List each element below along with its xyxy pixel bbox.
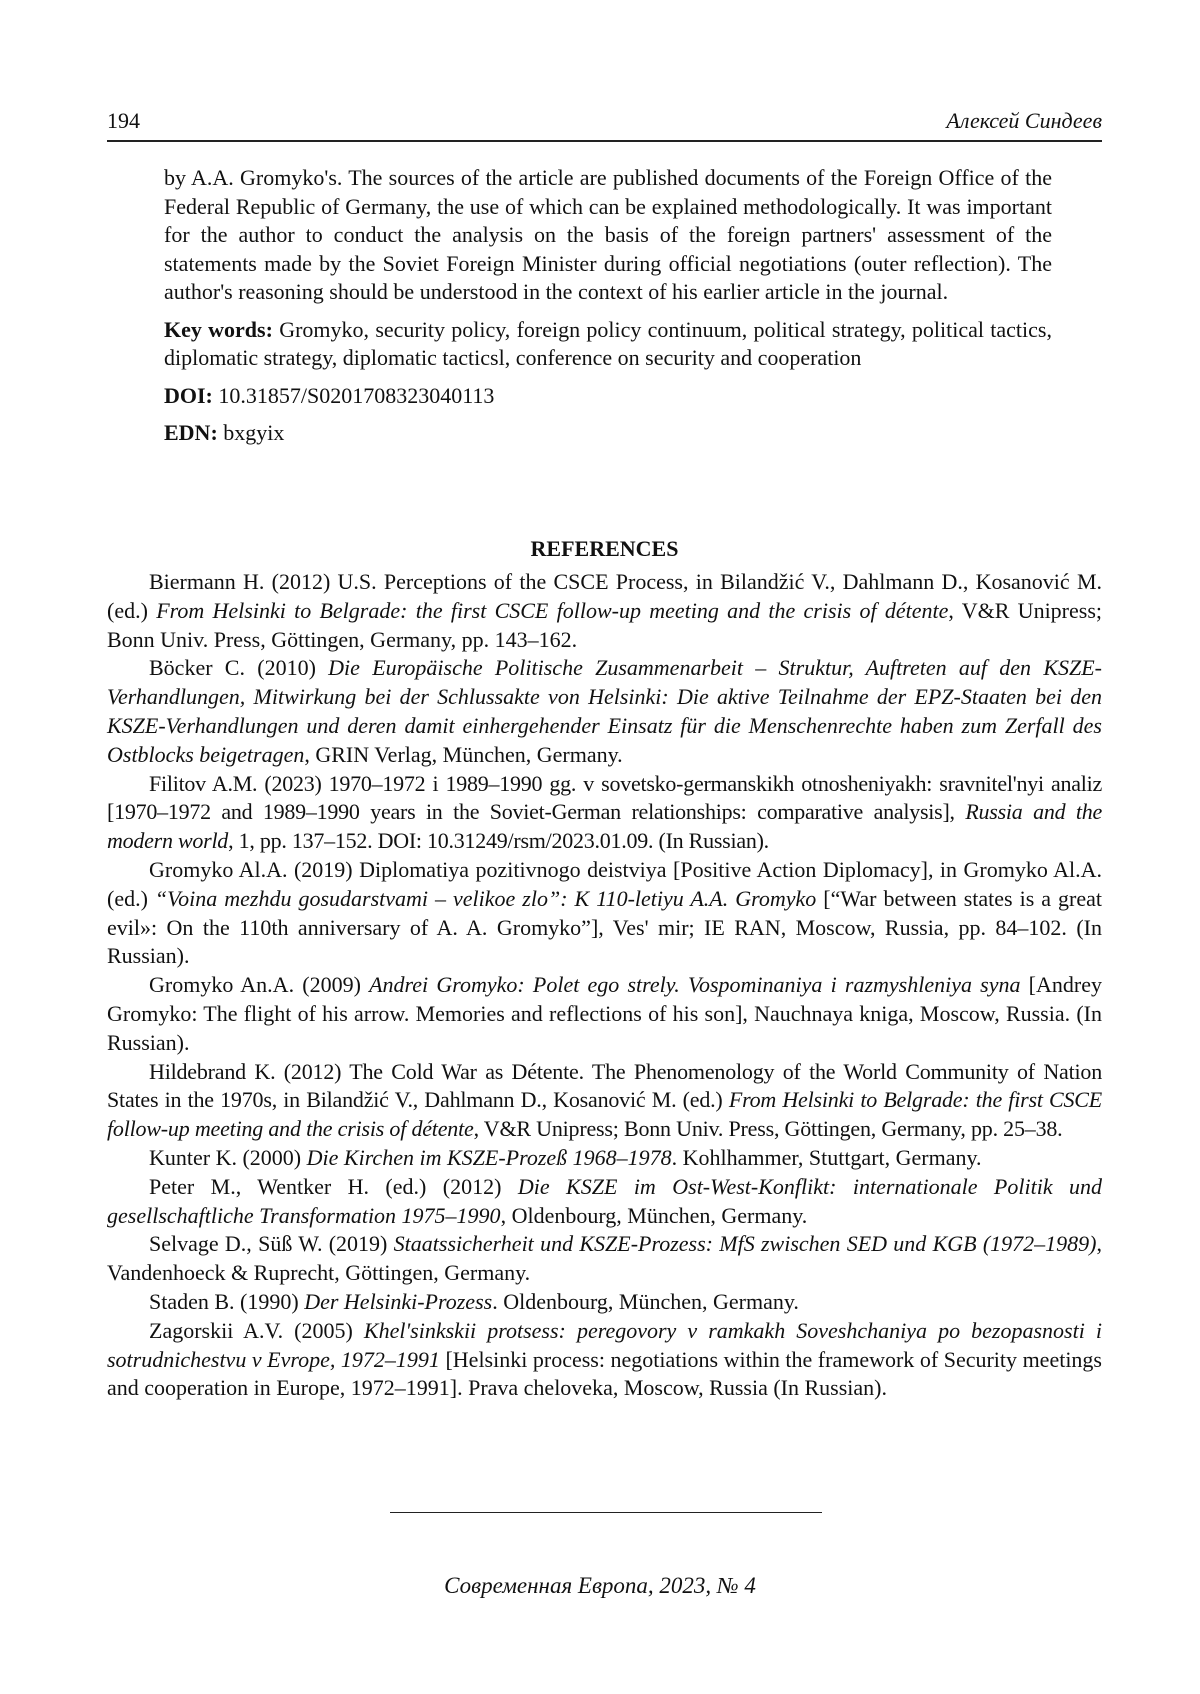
reference-item: Biermann H. (2012) U.S. Perceptions of the CSCE Process, in Bilandžić V., Dahlmann D., Kosanović M. (ed.) From Helsinki to Belgrade: the first CSCE follow-up meeting and the crisis of détente, V&R Unipress; Bonn Univ. Press, Göttingen, Germany, pp. 143–162. — [107, 569, 1103, 652]
page-number: 194 — [107, 108, 140, 133]
reference-item: Peter M., Wentker H. (ed.) (2012) Die KSZE im Ost-West-Konflikt: internationale Politik und gesellschaftliche Transformation 1975–1990, Oldenbourg, München, Germany. — [107, 1173, 1103, 1228]
keywords-label: Key words: — [164, 316, 273, 342]
edn-label: EDN: — [164, 420, 218, 445]
references-heading: REFERENCES — [530, 536, 679, 561]
abstract-text: by A.A. Gromyko's. The sources of the article are published documents of the Foreign Office of the Federal Republic of Germany, the use of which can be explained methodologically. It was important for the author to conduct the analysis on the basis of the foreign partners' assessment of the statements made by the Soviet Foreign Minister during official negotiations (outer reflection). The author's reasoning should be understood in the context of his earlier article in the journal. — [164, 165, 1052, 304]
edn — [164, 419, 1052, 448]
doi — [164, 382, 1052, 411]
journal-footer: Современная Европа, 2023, № 4 — [444, 1573, 756, 1598]
reference-item: Filitov A.M. (2023) 1970–1972 i 1989–1990 gg. v sovetsko-germanskikh otnosheniyakh: sravnitel'nyi analiz [1970–1972 and 1989–1990 years in the Soviet-German relationships: comparative analysis], Russia and the modern world, 1, pp. 137–152. DOI: 10.31249/rsm/2023.01.09. (In Russian). — [107, 770, 1102, 854]
keywords — [164, 316, 1052, 373]
reference-item: Staden B. (1990) Der Helsinki-Prozess. Oldenbourg, München, Germany. — [149, 1288, 799, 1314]
end-divider — [390, 1512, 822, 1513]
reference-item: Hildebrand K. (2012) The Cold War as Détente. The Phenomenology of the World Community of Nation States in the 1970s, in Bilandžić V., Dahlmann D., Kosanović M. (ed.) From Helsinki to Belgrade: the first CSCE follow-up meeting and the crisis of détente, V&R Unipress; Bonn Univ. Press, Göttingen, Germany, pp. 25–38. — [107, 1058, 1102, 1142]
reference-item: Gromyko Al.A. (2019) Diplomatiya pozitivnogo deistviya [Positive Action Diplomacy], in Gromyko Al.A. (ed.) “Voina mezhdu gosudarstvami – velikoe zlo”: K 110-letiyu A.A. Gromyko [“War between states is a great evil»: On the 110th anniversary of A. A. Gromyko”], Ves' mir; IE RAN, Moscow, Russia, pp. 84–102. (In Russian). — [107, 856, 1103, 969]
reference-item: Böcker C. (2010) Die Europäische Politische Zusammenarbeit – Struktur, Auftreten auf den KSZE-Verhandlungen, Mitwirkung bei der Schlussakte von Helsinki: Die aktive Teilnahme der EPZ-Staaten bei den KSZE-Verhandlungen und deren damit einhergehender Einsatz für die Menschenrechte haben zum Zerfall des Ostblocks beigetragen, GRIN Verlag, München, Germany. — [107, 655, 1102, 767]
doi-label: DOI: — [164, 382, 213, 408]
reference-item: Zagorskii A.V. (2005) Khel'sinkskii protsess: peregovory v ramkakh Soveshchaniya po bezopasnosti i sotrudnichestvu v Evrope, 1972–1991 [Helsinki process: negotiations within the framework of Security meetings and cooperation in Europe, 1972–1991]. Prava cheloveka, Moscow, Russia (In Russian). — [107, 1317, 1102, 1401]
running-author: Алексей Синдеев — [946, 108, 1102, 133]
reference-item: Kunter K. (2000) Die Kirchen im KSZE-Prozeß 1968–1978. Kohlhammer, Stuttgart, Germany. — [149, 1144, 982, 1170]
reference-item: Gromyko An.A. (2009) Andrei Gromyko: Polet ego strely. Vospominaniya i razmyshleniya syna [Andrey Gromyko: The flight of his arrow. Memories and reflections of his son], Nauchnaya kniga, Moscow, Russia. (In Russian). — [107, 972, 1102, 1055]
references-list — [107, 568, 1102, 1403]
edn-value: bxgyix — [223, 420, 285, 445]
abstract-block — [164, 164, 1052, 457]
running-header — [107, 104, 1102, 142]
doi-value: 10.31857/S0201708323040113 — [218, 382, 495, 408]
keywords-text: Gromyko, security policy, foreign policy continuum, political strategy, political tactics, diplomatic strategy, diplomatic tacticsl, conference on security and cooperation — [164, 316, 1052, 370]
reference-item: Selvage D., Süß W. (2019) Staatssicherheit und KSZE-Prozess: MfS zwischen SED und KGB (1972–1989), Vandenhoeck & Ruprecht, Göttingen, Germany. — [107, 1231, 1102, 1286]
